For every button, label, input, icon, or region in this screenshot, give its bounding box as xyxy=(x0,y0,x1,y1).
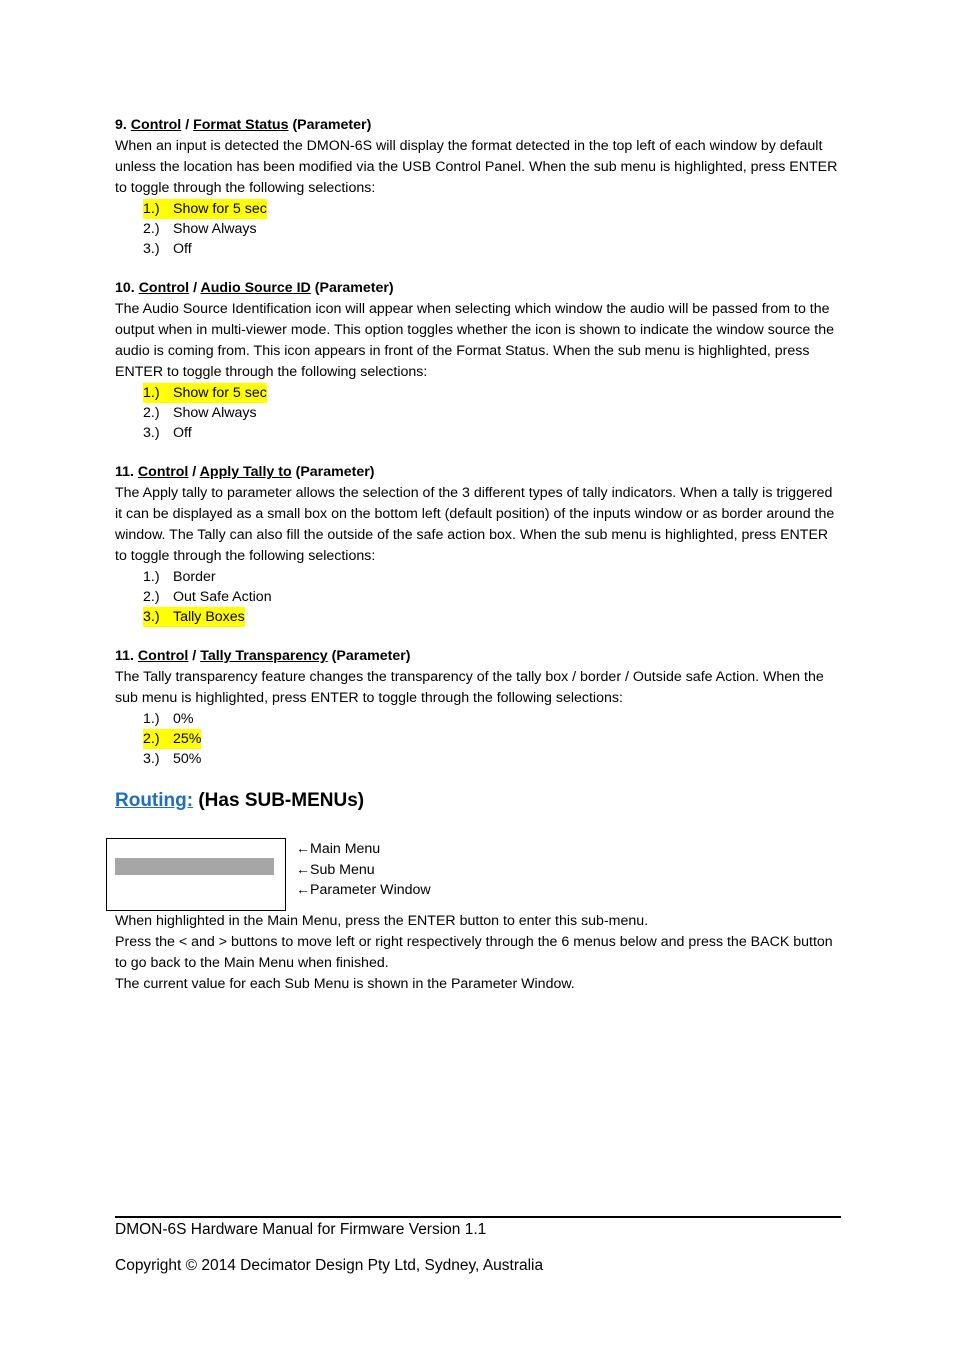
section-body: The Audio Source Identification icon will appear when selecting which window the audio will be passed from to the output when in multi-viewer mode. This option toggles whether the icon is shown to indicate the window source the audio is coming from. This icon appears in front of the Format Status. When the sub menu is highlighted, press ENTER to toggle through the following selections: xyxy=(115,301,834,380)
section-heading: 11. Control / Apply Tally to (Parameter) xyxy=(115,464,375,480)
section-heading: 9. Control / Format Status (Parameter) xyxy=(115,117,372,133)
legend-sub-menu: ←Sub Menu xyxy=(296,860,375,878)
crumb-control: Control xyxy=(137,464,189,480)
footer-manual-title: DMON-6S Hardware Manual for Firmware Version 1.1 xyxy=(115,1221,487,1238)
crumb-tally-transparency: Tally Transparency xyxy=(200,648,328,664)
option-item: 3.) Off xyxy=(143,425,192,441)
option-item: 2.) Show Always xyxy=(143,221,257,237)
section-body: The Apply tally to parameter allows the selection of the 3 different types of tally indicators. When a tally is triggered it can be displayed as a small box on the bottom left (default position) of the inputs window or as border around the window. The Tally can also fill the outside of the safe action box. When the sub menu is highlighted, press ENTER to toggle through the following selections: xyxy=(115,485,835,564)
menu-display-diagram xyxy=(106,838,286,911)
routing-line: When highlighted in the Main Menu, press the ENTER button to enter this sub-menu. xyxy=(115,913,649,929)
menu-legend xyxy=(296,839,431,901)
crumb-apply-tally-to: Apply Tally to xyxy=(199,464,292,480)
option-list xyxy=(115,199,840,259)
arrow-left-icon: ← xyxy=(296,860,310,877)
option-list xyxy=(115,709,840,769)
option-item: 1.) Show for 5 sec xyxy=(143,201,267,217)
crumb-control: Control xyxy=(130,117,182,133)
section-body: When an input is detected the DMON-6S will display the format detected in the top left of each window by default unless the location has been modified via the USB Control Panel. When the sub menu is highlighted, press ENTER to toggle through the following selections: xyxy=(115,138,838,196)
arrow-left-icon: ← xyxy=(296,840,310,856)
crumb-audio-source-id: Audio Source ID xyxy=(200,280,311,296)
option-item: 1.) 0% xyxy=(143,711,194,727)
section-heading: 11. Control / Tally Transparency (Parameter) xyxy=(115,648,411,664)
section-apply-tally-to xyxy=(115,462,840,627)
routing-heading-rest: (Has SUB-MENUs) xyxy=(198,790,365,811)
option-item: 1.) Show for 5 sec xyxy=(143,385,267,401)
crumb-format-status: Format Status xyxy=(193,117,289,133)
option-list xyxy=(115,383,840,443)
footer-copyright: Copyright © 2014 Decimator Design Pty Ltd, Sydney, Australia xyxy=(115,1257,544,1274)
routing-line: Press the < and > buttons to move left or right respectively through the 6 menus below and press the BACK button to go back to the Main Menu when finished. xyxy=(115,934,833,971)
routing-heading xyxy=(115,788,840,814)
crumb-control: Control xyxy=(137,648,189,664)
option-item: 3.) Tally Boxes xyxy=(143,609,245,625)
legend-main-menu: ←Main Menu xyxy=(296,840,381,857)
routing-link[interactable]: Routing: xyxy=(115,790,194,811)
document-page xyxy=(115,115,840,814)
routing-description xyxy=(115,911,840,995)
section-format-status xyxy=(115,115,840,259)
option-item: 2.) Out Safe Action xyxy=(143,589,272,605)
option-list xyxy=(115,567,840,627)
section-heading: 10. Control / Audio Source ID (Parameter) xyxy=(115,280,394,296)
section-body: The Tally transparency feature changes the transparency of the tally box / border / Outside safe Action. When the sub menu is highlighted, press ENTER to toggle through the following selections: xyxy=(115,669,824,706)
section-tally-transparency xyxy=(115,646,840,769)
option-item: 2.) Show Always xyxy=(143,405,257,421)
option-item: 1.) Border xyxy=(143,569,216,585)
crumb-control: Control xyxy=(138,280,190,296)
option-item: 3.) 50% xyxy=(143,751,202,767)
footer-divider xyxy=(115,1216,841,1218)
option-item: 3.) Off xyxy=(143,241,192,257)
section-audio-source-id xyxy=(115,278,840,443)
routing-line: The current value for each Sub Menu is shown in the Parameter Window. xyxy=(115,976,575,992)
option-item: 2.) 25% xyxy=(143,731,202,747)
sub-menu-highlight-bar xyxy=(115,858,274,875)
arrow-left-icon: ← xyxy=(296,881,310,897)
legend-parameter-window: ←Parameter Window xyxy=(296,881,431,898)
